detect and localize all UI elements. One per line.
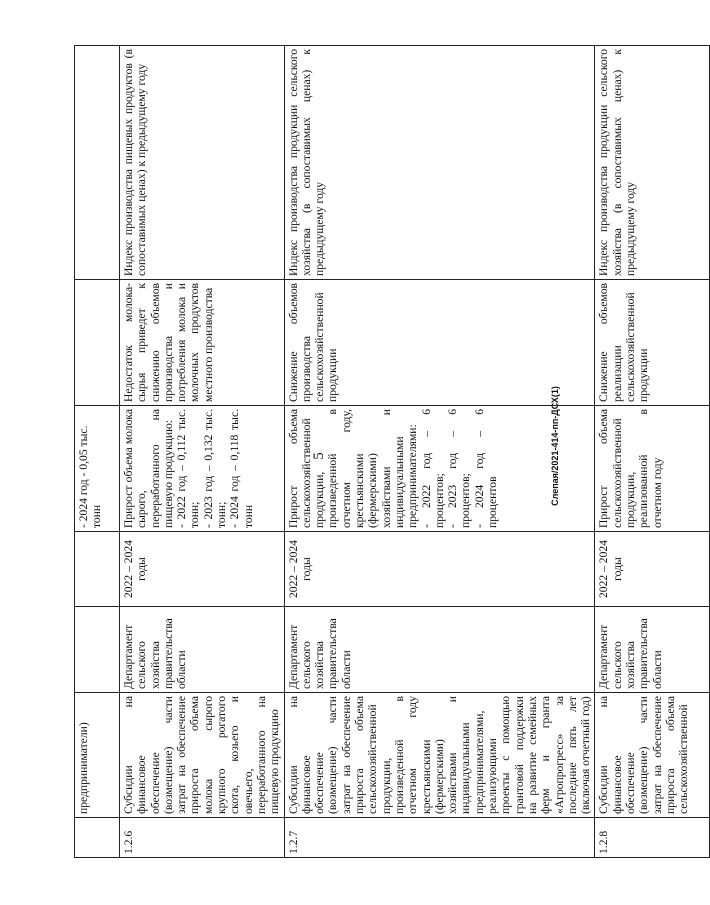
result-line: - 2024 год – 6 процентов bbox=[472, 409, 500, 528]
measures-table bbox=[74, 45, 710, 858]
result-line: Прирост объема сельскохозяйственной продукции, произведенной в отчетном году, крестьянскими (фермерскими) хозяйствами и индивидуальными предпринимателями: bbox=[286, 409, 420, 528]
result-line: - 2022 год – 0,112 тыс. тонн; bbox=[175, 409, 202, 528]
table-row bbox=[120, 46, 285, 858]
result-line: - 2024 год - 0,05 тыс. bbox=[77, 425, 90, 528]
result-line: - 2023 год – 6 процентов; bbox=[446, 409, 473, 528]
cell-executor bbox=[75, 607, 120, 693]
cell-consequence: Снижение объемов производства сельскохозяйственной продукции bbox=[284, 280, 595, 406]
cell-consequence: Недостаток молока-сырья приведет к снижению объемов производства и потребления молока и молочных продуктов местного производства bbox=[120, 280, 285, 406]
cell-period bbox=[75, 532, 120, 607]
cell-expected-result bbox=[75, 406, 120, 532]
cell-indicator: Индекс производства продукции сельского хозяйства (в сопоставимых ценах) к предыдущему году bbox=[284, 46, 595, 280]
cell-period: 2022 – 2024 годы bbox=[284, 532, 595, 607]
cell-number: 1.2.7 bbox=[284, 818, 595, 858]
rotated-table-container bbox=[74, 46, 691, 858]
cell-indicator: Индекс производства пищевых продуктов (в сопоставимых ценах) к предыдущему году bbox=[120, 46, 285, 280]
result-line: Прирост объема молока сырого, переработанного на пищевую продукцию: bbox=[122, 409, 175, 528]
cell-indicator: Индекс производства продукции сельского хозяйства (в сопоставимых ценах) к предыдущему году bbox=[595, 46, 710, 280]
cell-expected-result bbox=[595, 406, 710, 532]
cell-measure-name: Субсидии на финансовое обеспечение (возмещение) части затрат на обеспечение прироста объема сельскохозяйственной bbox=[595, 693, 710, 818]
table-row bbox=[284, 46, 595, 858]
result-line: - 2022 год – 6 процентов; bbox=[419, 409, 446, 528]
cell-expected-result bbox=[284, 406, 595, 532]
cell-indicator bbox=[75, 46, 120, 280]
cell-number: 1.2.8 bbox=[595, 818, 710, 858]
table-row bbox=[595, 46, 710, 858]
cell-measure-name: Субсидии на финансовое обеспечение (возмещение) части затрат на обеспечение прироста объема молока сырого крупного рогатого скота, козьего и овечьего, переработанного на пищевую продукцию bbox=[120, 693, 285, 818]
result-line: - 2024 год – 0,118 тыс. тонн bbox=[228, 409, 255, 528]
cell-period: 2022 – 2024 годы bbox=[120, 532, 285, 607]
document-reference: Слепая/2021-414-пп-ДСХ(1) bbox=[550, 386, 560, 506]
result-line: тонн bbox=[90, 504, 104, 528]
result-line: - 2023 год – 0,132 тыс. тонн; bbox=[201, 409, 229, 528]
cell-period: 2022 – 2024 годы bbox=[595, 532, 710, 607]
page-number: 5 bbox=[311, 452, 327, 460]
result-line: Прирост объема сельскохозяйственной продукции, реализованной в отчетном году bbox=[597, 409, 664, 528]
cell-executor: Департамент сельского хозяйства правительства области bbox=[284, 607, 595, 693]
cell-expected-result bbox=[120, 406, 285, 532]
cell-executor: Департамент сельского хозяйства правительства области bbox=[120, 607, 285, 693]
cell-consequence: Снижение объемов реализации сельскохозяйственной продукции bbox=[595, 280, 710, 406]
cell-executor: Департамент сельского хозяйства правительства области bbox=[595, 607, 710, 693]
cell-number bbox=[75, 818, 120, 858]
cell-measure-name: предприниматели) bbox=[75, 693, 120, 818]
cell-measure-name: Субсидии на финансовое обеспечение (возмещение) части затрат на обеспечение прироста объема сельскохозяйственной продукции, произведенной в отчетном году крестьянскими (фермерскими) хозяйствами и индивидуальными предпринимателями, реализующими проекты с помощью грантовой поддержки на развитие семейных ферм и гранта «Агропрогресс» за последние пять лет (включая отчетный год) bbox=[284, 693, 595, 818]
cell-number: 1.2.6 bbox=[120, 818, 285, 858]
table-row-continuation bbox=[75, 46, 120, 858]
cell-consequence bbox=[75, 280, 120, 406]
